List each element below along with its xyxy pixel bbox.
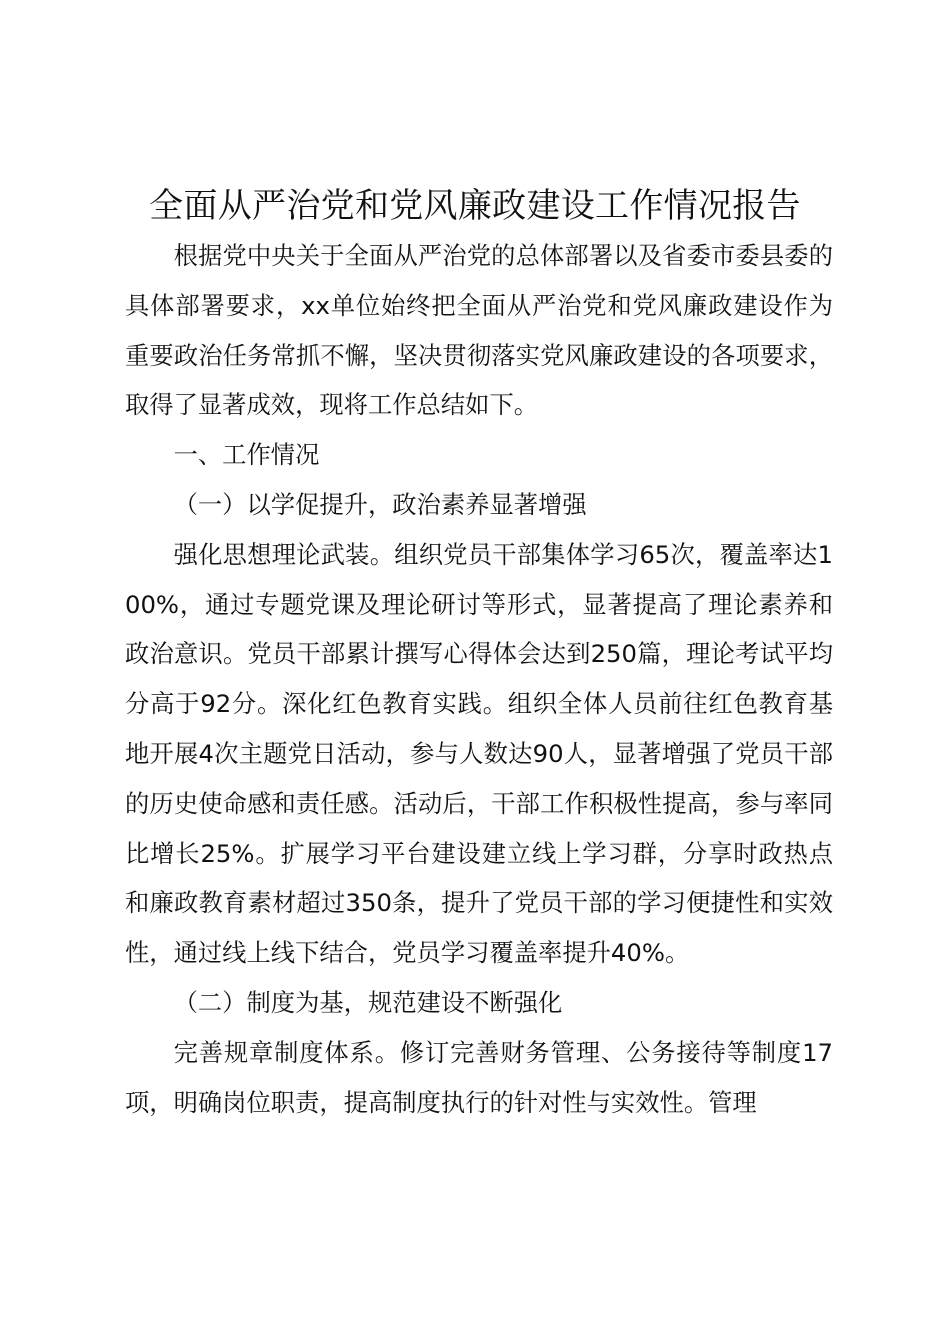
system-paragraph: 完善规章制度体系。修订完善财务管理、公务接待等制度17项，明确岗位职责，提高制度执行的针对性与实效性。管理: [125, 1037, 833, 1117]
document-title: 全面从严治党和党风廉政建设工作情况报告: [149, 186, 801, 226]
section-heading-work-status: 一、工作情况: [173, 440, 320, 470]
document-body: [125, 231, 833, 1127]
subsection-heading-system: （二）制度为基，规范建设不断强化: [173, 987, 563, 1017]
subsection-heading-study: （一）以学促提升，政治素养显著增强: [173, 489, 587, 519]
study-paragraph: 强化思想理论武装。组织党员干部集体学习65次，覆盖率达100%，通过专题党课及理论研讨等形式，显著提高了理论素养和政治意识。党员干部累计撰写心得体会达到250篇，理论考试平均分高于92分。深化红色教育实践。组织全体人员前往红色教育基地开展4次主题党日活动，参与人数达90人，显著增强了党员干部的历史使命感和责任感。活动后，干部工作积极性提高，参与率同比增长25%。扩展学习平台建设建立线上学习群，分享时政热点和廉政教育素材超过350条，提升了党员干部的学习便捷性和实效性，通过线上线下结合，党员学习覆盖率提升40%。: [125, 539, 833, 968]
intro-paragraph: 根据党中央关于全面从严治党的总体部署以及省委市委县委的具体部署要求，xx单位始终把全面从严治党和党风廉政建设作为重要政治任务常抓不懈，坚决贯彻落实党风廉政建设的各项要求，取得了显著成效，现将工作总结如下。: [125, 241, 833, 420]
